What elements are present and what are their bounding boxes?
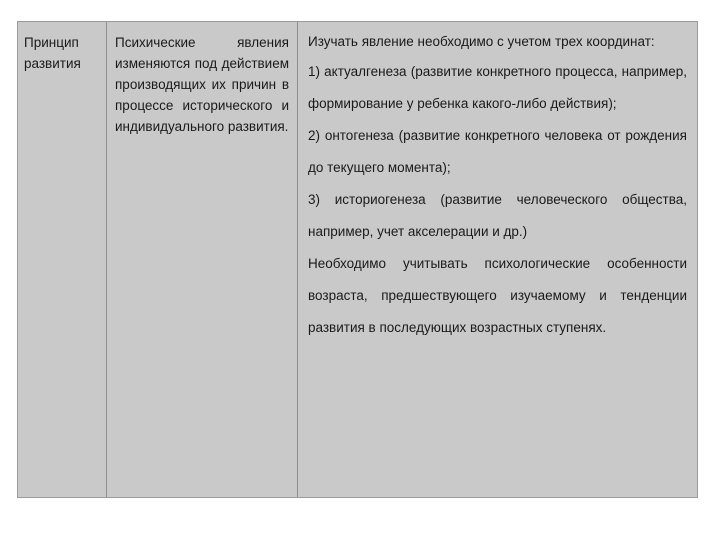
study-item-historiogenesis: 3) историогенеза (развитие человеческого общества, например, учет акселерации и др.) — [308, 192, 687, 239]
study-intro: Изучать явление необходимо с учетом трех координат: — [308, 34, 655, 49]
study-item-ontogenesis: 2) онтогенеза (развитие конкретного человека от рождения до текущего момента); — [308, 128, 687, 175]
principle-text: Принцип развития — [24, 35, 81, 71]
principle-cell — [18, 22, 106, 497]
principle-table — [17, 21, 698, 498]
study-cell — [298, 22, 697, 497]
description-cell — [107, 22, 297, 497]
study-note: Необходимо учитывать психологические особенности возраста, предшествующего изучаемому и тенденции развития в последующих возрастных ступенях. — [308, 256, 687, 335]
study-item-actualgenesis: 1) актуалгенеза (развитие конкретного процесса, например, формирование у ребенка какого-либо действия); — [308, 64, 687, 111]
description-text: Психические явления изменяются под действием производящих их причин в процессе исторического и индивидуального развития. — [115, 35, 289, 134]
